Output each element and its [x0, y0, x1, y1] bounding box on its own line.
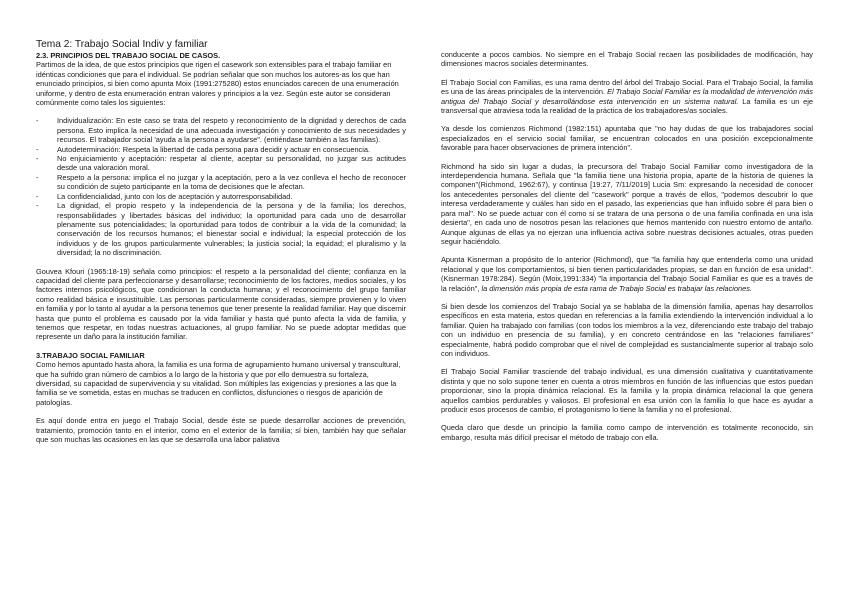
page-title: Tema 2: Trabajo Social Indiv y familiar: [36, 39, 208, 50]
branch-paragraph: [441, 78, 813, 116]
branch-text-italic: El Trabajo Social Familiar es la modalidad de intervención más antigua del Trabajo Social y desarrollándose esta intervención en un sistema natural.: [441, 87, 813, 106]
kisnerman-text-italic: la dimensión más propia de esta rama de Trabajo Social es trabajar las relaciones.: [481, 283, 753, 293]
list-item: - Respeto a la persona: implica el no juzgar y la aceptación, pero a la vez conlleva el hecho de reconocer su condición de sujeto participante en la toma de decisiones que le afectan.: [36, 173, 406, 192]
list-item: - La confidencialidad, junto con los de aceptación y autorresponsabilidad.: [36, 192, 406, 201]
social-work-role-paragraph: Es aquí donde entra en juego el Trabajo Social, desde éste se puede desarrollar acciones de prevención, tratamiento, promoción tanto en el interior, como en el exterior de la familia; sí bien, también hay que señalar que son muchas las ocasiones en las que se desarrolla una labor paliativa: [36, 416, 406, 445]
section-heading-principles: 2.3. PRINCIPIOS DEL TRABAJO SOCIAL DE CASOS.: [36, 51, 221, 60]
section-heading-family-social-work: 3.TRABAJO SOCIAL FAMILIAR: [36, 350, 145, 360]
kisnerman-text: Apunta Kisnerman a propósito de lo anterior (Richmond), que "la familia hay que entenderla como una unidad relacional y que los comportamientos, si bien tienen particularidades propias, se dan en función de esa unidad". (Kisnerman 1978:284). Según (Moix,1991:334) "la importancia del Trabajo Social Familiar es que es a través de la relación",: [441, 255, 813, 293]
continuation-paragraph: conducente a pocos cambios. No siempre en el Trabajo Social recaen las posibilidades de modificación, hay dimensiones macros sociales determinantes.: [441, 50, 813, 69]
kisnerman-paragraph: [441, 255, 813, 293]
list-item: - No enjuiciamiento y aceptación: respetar al cliente, aceptar su personalidad, no juzgar sus actitudes desde una valoración moral.: [36, 154, 406, 173]
branch-text-a: El Trabajo Social con Familias, es una rama dentro del árbol del Trabajo Social. Para el Trabajo Social, la familia es una de las áreas principales de la intervención.: [441, 77, 813, 97]
richmond-paragraph: Richmond ha sido sin lugar a dudas, la precursora del Trabajo Social Familiar como investigadora de la interdependencia humana. Señala que "la familia tiene una historia propia, aparte de la historia de quienes la componen"(Richmond, 1962:67), y continua [19:27, 7/11/2019] Lucia Sm: expresando la necesidad de conocer los antecedentes personales del cliente del "casework" porque a través de ellos, "podemos descubrir lo que interesa verdaderamente y cuáles han sido en el pasado, las experiencias que han influido sobre él para bien o para mal". No se puede actuar con él como si se tratara de una persona o de una familia confinada en una isla desierta", en cada uno de nosotros pesan las relaciones que hemos mantenido con nuestro entorno de antaño. Aunque algunas de ellas ya no ejerzan una influencia activa sobre nuestras decisiones actuales, otras pueden seguir haciéndolo.: [441, 161, 813, 246]
gouvea-paragraph: Gouvea Kfouri (1965:18-19) señala como principios: el respeto a la personalidad del cliente; confianza en la capacidad del cliente para perfeccionarse y desarrollarse; reconocimiento de los factores, medios sociales, y los factores internos psicológicos, que condicionan la conducta humana; y el reconocimiento del grupo familiar como realidad básica e insustituible. Las personas particularmente consideradas, siempre provienen y lo viven en familia y por lo tanto al ayudar a la persona tenemos que tener presente la realidad familiar. Hay que discernir hasta que punto el problema es causado por la vida familiar y hasta qué punto afecta la vida de familia, y tenemos que respetar, en todas nuestras actuaciones, al grupo familiar. No se puede adoptar medidas que represente un daño para la institución familiar.: [36, 266, 406, 342]
list-item: - La dignidad, el propio respeto y la independencia de la persona y de la familia; los derechos, responsabilidades y libertades básicas del individuo; la oportunidad para cada uno de desarrollar plenamente sus potencialidades; la oportunidad para todos de contribuir a la vida de la comunidad; la conservación de los recursos humanos; el bienestar social e individual; la especial protección de los individuos y de los grupos particularmente vulnerables; la justicia social; la equidad; el pluralismo y la diversidad; la no discriminación.: [36, 201, 406, 257]
intro-paragraph: Partimos de la idea, de que estos principios que rigen el casework son extensibles para el trabajo familiar en idénticas condiciones que para el individual. Se podrían señalar que son muchos los autores-as los que han enunciado principios, si bien como apunta Moix (1991:275280) estos enunciados carecen de una enumeración uniforme, y dentro de esta enumeración entran valores y principios a la vez. Según este autor se consideran comúnmente como tales los siguientes:: [36, 60, 399, 108]
richmond-quote-paragraph: Ya desde los comienzos Richmond (1982:151) apuntaba que "no hay dudas de que los trabajadores social especializados en el servicio social familiar, se encuentran colocados en una posición excepcionalmente favorable para hacer observaciones de primera intención".: [441, 124, 813, 153]
transcends-paragraph: El Trabajo Social Familiar trasciende del trabajo individual, es una dimensión cualitativa y cuantitativamente distinta y que no solo supone tener en cuenta a otros miembros en función de las influencias que estos puedan proporcionar, sino la propia dinámica relacional. Es la familia y la propia dinámica relacional la que genera aquellos cambios perdurables y valiosos. El profesional en esa unión con la familia lo que hace es ayudar a producir esos procesos de cambio, el protagonismo lo tiene la familia y no el profesional.: [441, 367, 813, 414]
principles-list: [36, 116, 406, 257]
family-dimension-paragraph: Si bien desde los comienzos del Trabajo Social ya se hablaba de la dimensión familia, apenas hay desarrollos específicos en esta materia, estos quedan en referencias a la familia extendiendo la intervención individual a lo familiar. Quien ha trabajado con familias (con todos los miembros a la vez, diferenciando este trabajo del trabajo con un individuo en presencia de su familia), y en concreto centrándose en las "relaciones familiares" especialmente, habrá podido comprobar que el nivel de complejidad es sustancialmente superior al trabajo solo con individuos.: [441, 301, 813, 358]
family-paragraph: Como hemos apuntado hasta ahora, la familia es una forma de agrupamiento humano universal y transcultural, que ha sufrido gran número de cambios a lo largo de la historia y que por ello demuestra su fortaleza, diversidad, su capacidad de supervivencia y su vitalidad. Son múltiples las exigencias y presiones a las que la familia se ve sometida, estas en muchas se traducen en conflictos, disfunciones o riesgos de aparición de patologías.: [36, 360, 401, 407]
list-item: - Autodeterminación: Respeta la libertad de cada persona para decidir y actuar en consecuencia.: [36, 145, 406, 154]
conclusion-paragraph: Queda claro que desde un principio la familia como campo de intervención es totalmente reconocido, sin embargo, resulta más difícil precisar el método de trabajo con ella.: [441, 423, 813, 442]
list-item: - Individualización: En este caso se trata del respeto y reconocimiento de la dignidad y derechos de cada persona. Esto implica la necesidad de una adecuada investigación y conocimiento de sus necesidades y recursos. El trabajador social 'ayuda a la persona a ayudarse". (entiéndase también a las familias).: [36, 116, 406, 144]
right-column: [441, 50, 813, 451]
left-column: [36, 38, 406, 453]
branch-text-c: La familia es un eje transversal que atraviesa toda la realidad de la práctica de los trabajadores/as sociales.: [441, 96, 813, 116]
